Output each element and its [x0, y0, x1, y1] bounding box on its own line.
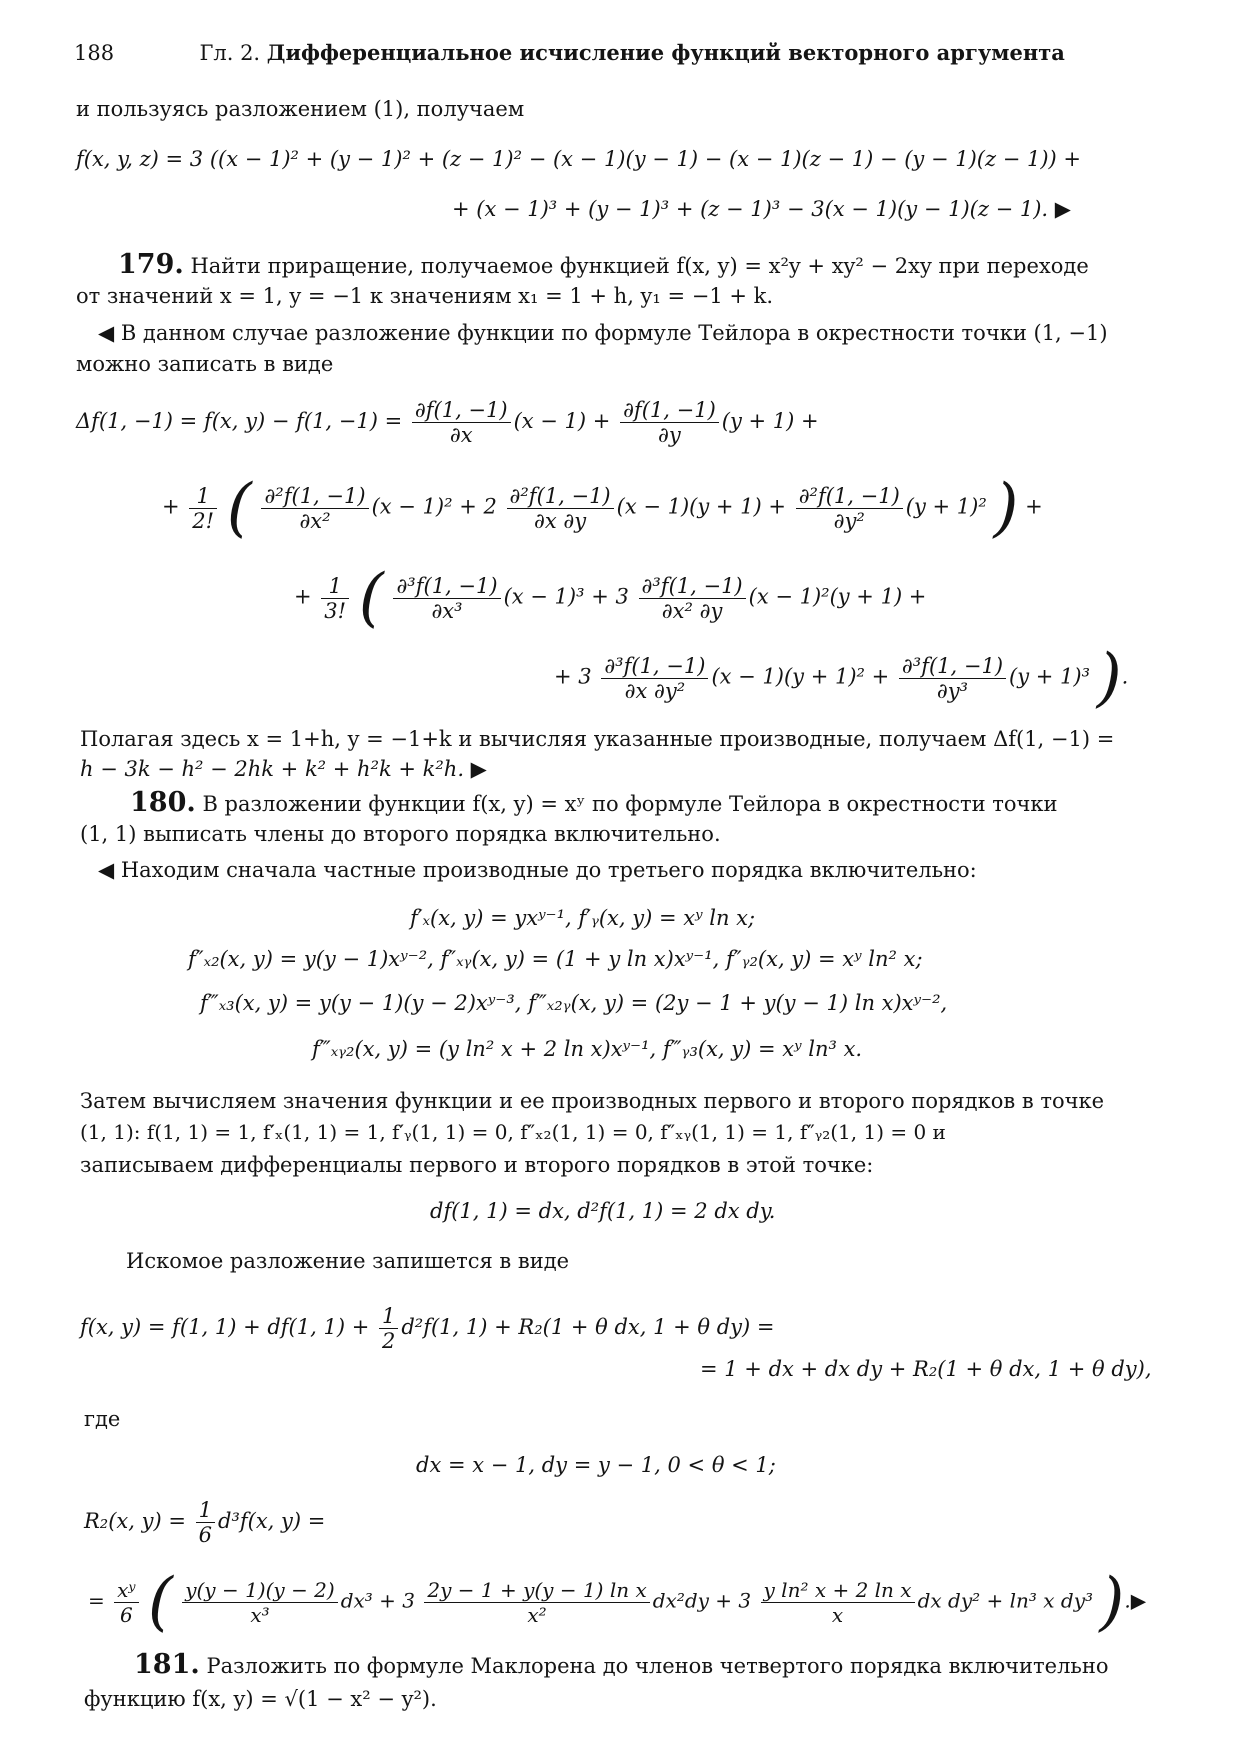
fraction: $\frac{\text{∂²f(1, −1)}}{\text{∂x²}}$ — [261, 484, 368, 533]
problem-181-statement: 181. Разложить по формуле Маклорена до членов четвертого порядка включительно — [134, 1649, 1109, 1680]
fraction: $\frac{\partial f(1, -1)}{\partial y}$ — [620, 398, 719, 447]
fraction: $\frac{1}{2!}$ — [189, 484, 217, 533]
formula-line: Δf(1, −1) = f(x, y) − f(1, −1) = $\frac{\partial f(1, -1)}{\partial x}$ (x − 1) + $\frac{\partial f(1, -1)}{\partial y}$ (y + 1) + — [76, 398, 819, 447]
fraction: $\frac{1}{2}$ — [379, 1304, 398, 1353]
problem-180-statement: 180. В разложении функции f(x, y) = xʸ по формуле Тейлора в окрестности точки — [130, 787, 1058, 818]
page-number: 188 — [74, 41, 115, 65]
formula-line: f‴ₓᵧ₂(x, y) = (y ln² x + 2 ln x)xʸ⁻¹, f‴ᵧ₃(x, y) = xʸ ln³ x. — [312, 1037, 863, 1061]
problem-179-statement: 179. Найти приращение, получаемое функцией f(x, y) = x²y + xy² − 2xy при переходе — [118, 249, 1089, 280]
formula-line: f′ₓ(x, y) = yxʸ⁻¹, f′ᵧ(x, y) = xʸ ln x; — [410, 906, 756, 930]
formula-line: f‴ₓ₃(x, y) = y(y − 1)(y − 2)xʸ⁻³, f‴ₓ₂ᵧ(x, y) = (2y − 1 + y(y − 1) ln x)xʸ⁻², — [200, 991, 948, 1015]
formula-line: + 3 $\frac{\text{∂³f(1, −1)}}{\text{∂x ∂y²}}$ (x − 1)(y + 1)² + $\frac{\text{∂³f(1, −1)}}{\text{∂y³}}$ (y + 1)³ ). — [554, 641, 1129, 715]
fraction: $\frac{y(y - 1)(y - 2)}{\text{x³}}$ — [182, 1578, 338, 1627]
text-line: функцию f(x, y) = √(1 − x² − y²). — [84, 1687, 437, 1711]
chapter-prefix: Гл. 2. — [199, 41, 261, 65]
fraction: $\frac{\text{∂³f(1, −1)}}{\text{∂x³}}$ — [393, 574, 500, 623]
formula-line: + $\frac{1}{3!}$ ( $\frac{\text{∂³f(1, −1)}}{\text{∂x³}}$ (x − 1)³ + 3 $\frac{\text{∂³f(1, −1)}}{\text{∂x² ∂y}}$ (x − 1)²(y + 1) + — [294, 561, 927, 635]
fraction: $\frac{\text{∂²f(1, −1)}}{\partial x \partial y}$ — [507, 484, 614, 533]
text-line: Искомое разложение запишется в виде — [126, 1249, 570, 1273]
text-line: (1, 1) выписать члены до второго порядка включительно. — [80, 822, 721, 846]
fraction: $\frac{1}{6}$ — [196, 1498, 215, 1547]
formula-line: f(x, y) = f(1, 1) + df(1, 1) + $\frac{1}{2}$ d²f(1, 1) + R₂(1 + θ dx, 1 + θ dy) = — [80, 1304, 775, 1353]
formula-line: f″ₓ₂(x, y) = y(y − 1)xʸ⁻², f″ₓᵧ(x, y) = (1 + y ln x)xʸ⁻¹, f″ᵧ₂(x, y) = xʸ ln² x; — [188, 947, 923, 971]
formula-line: = $\frac{\text{xʸ}}{6}$ ( $\frac{y(y - 1)(y - 2)}{\text{x³}}$ dx³ + 3 $\frac{\text{2y − 1 + y(y − 1) ln x}}{\text{x²}}$ dx²dy + 3 $\frac{\text{y ln² x + 2 ln x}}{x}$ dx dy² + ln³ x dy³ ).▶ — [88, 1565, 1147, 1639]
text-line: (1, 1): f(1, 1) = 1, f′ₓ(1, 1) = 1, f′ᵧ(1, 1) = 0, f″ₓ₂(1, 1) = 0, f″ₓᵧ(1, 1) = 1, f″ᵧ₂(1, 1) = 0 и — [80, 1120, 946, 1144]
chapter-title: Дифференциальное исчисление функций векторного аргумента — [266, 40, 1065, 65]
problem-number: 180. — [130, 787, 196, 818]
fraction: $\frac{\text{∂³f(1, −1)}}{\text{∂x ∂y²}}$ — [601, 654, 708, 703]
text-line: записываем дифференциалы первого и второго порядков в этой точке: — [80, 1153, 874, 1177]
fraction: $\frac{\text{xʸ}}{6}$ — [114, 1578, 138, 1627]
fraction: $\frac{\text{∂³f(1, −1)}}{\text{∂y³}}$ — [899, 654, 1006, 703]
text-line: можно записать в виде — [76, 352, 334, 376]
formula-line: h − 3k − h² − 2hk + k² + h²k + k²h. ▶ — [80, 757, 487, 781]
formula-line: + $\frac{1}{2!}$ ( $\frac{\text{∂²f(1, −1)}}{\text{∂x²}}$ (x − 1)² + 2 $\frac{\text{∂²f(1, −1)}}{\partial x \partial y}$ (x − 1)(y + 1) + $\frac{\text{∂²f(1, −1)}}{\text{∂y²}}$ (y + 1)² ) + — [162, 471, 1043, 545]
text-line: Затем вычисляем значения функции и ее производных первого и второго порядков в точке — [80, 1089, 1105, 1113]
problem-number: 179. — [118, 249, 184, 280]
formula-line: + (x − 1)³ + (y − 1)³ + (z − 1)³ − 3(x − 1)(y − 1)(z − 1). ▶ — [452, 197, 1071, 221]
fraction: $\frac{\text{∂³f(1, −1)}}{\text{∂x² ∂y}}$ — [639, 574, 746, 623]
formula-line: R₂(x, y) = $\frac{1}{6}$ d³f(x, y) = — [84, 1498, 326, 1547]
text-line: и пользуясь разложением (1), получаем — [76, 97, 525, 121]
problem-number: 181. — [134, 1649, 200, 1680]
formula-line: = 1 + dx + dx dy + R₂(1 + θ dx, 1 + θ dy), — [700, 1357, 1152, 1381]
formula-line: df(1, 1) = dx, d²f(1, 1) = 2 dx dy. — [430, 1199, 776, 1223]
fraction: $\frac{\partial f(1, -1)}{\partial x}$ — [412, 398, 511, 447]
text-line: ◀ Находим сначала частные производные до третьего порядка включительно: — [98, 858, 977, 882]
formula-line: dx = x − 1, dy = y − 1, 0 < θ < 1; — [416, 1453, 776, 1477]
text-line: где — [84, 1407, 121, 1431]
fraction: $\frac{\text{∂²f(1, −1)}}{\text{∂y²}}$ — [796, 484, 903, 533]
fraction: $\frac{1}{3!}$ — [321, 574, 349, 623]
page-header — [74, 40, 1065, 66]
text-line: Полагая здесь x = 1+h, y = −1+k и вычисляя указанные производные, получаем Δf(1, −1) = — [80, 727, 1115, 751]
fraction: $\frac{\text{2y − 1 + y(y − 1) ln x}}{\text{x²}}$ — [424, 1578, 649, 1627]
fraction: $\frac{\text{y ln² x + 2 ln x}}{x}$ — [761, 1578, 915, 1627]
text-line: от значений x = 1, y = −1 к значениям x₁ = 1 + h, y₁ = −1 + k. — [76, 284, 774, 308]
formula-line: f(x, y, z) = 3 ((x − 1)² + (y − 1)² + (z − 1)² − (x − 1)(y − 1) − (x − 1)(z − 1) − (y − 1)(z − 1)) + — [76, 147, 1082, 171]
text-line: ◀ В данном случае разложение функции по формуле Тейлора в окрестности точки (1, −1) — [98, 321, 1108, 345]
